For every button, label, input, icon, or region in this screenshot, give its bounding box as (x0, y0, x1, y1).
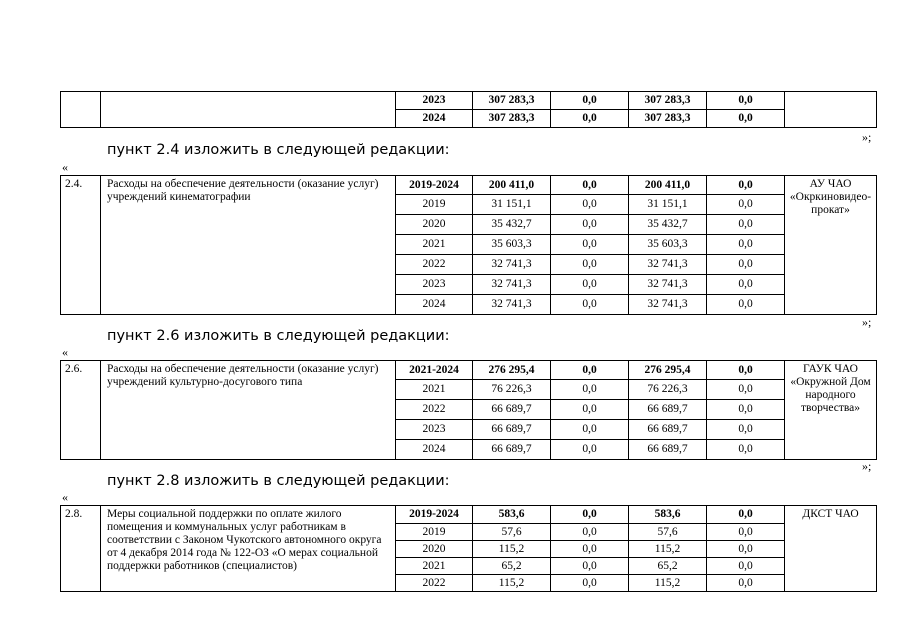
cell-total: 35 603,3 (473, 235, 551, 255)
table-row (61, 361, 877, 380)
cell-total: 66 689,7 (473, 400, 551, 420)
cell-c5: 0,0 (707, 440, 785, 460)
item-organization: ДКСТ ЧАО (785, 506, 877, 592)
cell-year: 2024 (396, 110, 473, 128)
cell-c4: 307 283,3 (629, 92, 707, 110)
item-description: Расходы на обеспечение деятельности (оказание услуг) учреждений культурно-досугового типа (101, 361, 396, 460)
paragraph-item-2-6: пункт 2.6 изложить в следующей редакции: (107, 328, 450, 344)
cell-c4: 66 689,7 (629, 420, 707, 440)
cell-c4: 276 295,4 (629, 361, 707, 380)
cell-c5: 0,0 (707, 235, 785, 255)
opening-quote: « (62, 160, 68, 174)
cell-c5: 0,0 (707, 215, 785, 235)
cell-c4: 115,2 (629, 575, 707, 592)
cell-c5: 0,0 (707, 275, 785, 295)
table-item-2-8 (60, 505, 877, 592)
item-number: 2.8. (61, 506, 101, 592)
table-item-2-6 (60, 360, 877, 460)
cell-c3: 0,0 (551, 275, 629, 295)
cell-c4: 57,6 (629, 524, 707, 541)
cell-c4: 307 283,3 (629, 110, 707, 128)
cell-c5: 0,0 (707, 255, 785, 275)
cell-c4: 32 741,3 (629, 255, 707, 275)
cell-c4: 35 432,7 (629, 215, 707, 235)
cell-total: 276 295,4 (473, 361, 551, 380)
cell-c5: 0,0 (707, 361, 785, 380)
cell-year: 2020 (396, 541, 473, 558)
cell-c3: 0,0 (551, 420, 629, 440)
cell-c3: 0,0 (551, 215, 629, 235)
closing-quote: »; (862, 315, 872, 329)
cell-c5: 0,0 (707, 575, 785, 592)
cell-c3: 0,0 (551, 506, 629, 524)
cell-num (61, 92, 101, 128)
cell-year: 2023 (396, 92, 473, 110)
cell-c5: 0,0 (707, 524, 785, 541)
cell-total: 32 741,3 (473, 295, 551, 315)
cell-c4: 583,6 (629, 506, 707, 524)
opening-quote: « (62, 345, 68, 359)
cell-total: 76 226,3 (473, 380, 551, 400)
cell-c3: 0,0 (551, 235, 629, 255)
cell-total: 66 689,7 (473, 420, 551, 440)
cell-c3: 0,0 (551, 255, 629, 275)
cell-c3: 0,0 (551, 195, 629, 215)
cell-total: 66 689,7 (473, 440, 551, 460)
cell-year: 2019 (396, 524, 473, 541)
cell-c5: 0,0 (707, 92, 785, 110)
cell-total: 200 411,0 (473, 176, 551, 195)
cell-year: 2019-2024 (396, 176, 473, 195)
cell-year: 2022 (396, 255, 473, 275)
table-item-2-4 (60, 175, 877, 315)
cell-year: 2024 (396, 440, 473, 460)
cell-year: 2021 (396, 558, 473, 575)
cell-c4: 31 151,1 (629, 195, 707, 215)
cell-c4: 66 689,7 (629, 400, 707, 420)
cell-c5: 0,0 (707, 420, 785, 440)
paragraph-item-2-8: пункт 2.8 изложить в следующей редакции: (107, 473, 450, 489)
cell-c3: 0,0 (551, 92, 629, 110)
cell-year: 2020 (396, 215, 473, 235)
cell-c4: 200 411,0 (629, 176, 707, 195)
cell-year: 2021 (396, 235, 473, 255)
cell-c4: 32 741,3 (629, 275, 707, 295)
closing-quote: »; (862, 459, 872, 473)
cell-c3: 0,0 (551, 575, 629, 592)
cell-c4: 32 741,3 (629, 295, 707, 315)
cell-c5: 0,0 (707, 506, 785, 524)
cell-c4: 76 226,3 (629, 380, 707, 400)
cell-total: 115,2 (473, 575, 551, 592)
cell-year: 2022 (396, 575, 473, 592)
cell-total: 31 151,1 (473, 195, 551, 215)
item-number: 2.4. (61, 176, 101, 315)
table-row (61, 92, 877, 110)
cell-total: 65,2 (473, 558, 551, 575)
cell-total: 583,6 (473, 506, 551, 524)
item-number: 2.6. (61, 361, 101, 460)
cell-c4: 65,2 (629, 558, 707, 575)
cell-desc (101, 92, 396, 128)
cell-c5: 0,0 (707, 380, 785, 400)
cell-year: 2021-2024 (396, 361, 473, 380)
table-continuation (60, 91, 877, 128)
cell-year: 2023 (396, 420, 473, 440)
cell-total: 307 283,3 (473, 110, 551, 128)
cell-c5: 0,0 (707, 400, 785, 420)
cell-total: 35 432,7 (473, 215, 551, 235)
cell-c5: 0,0 (707, 110, 785, 128)
cell-c3: 0,0 (551, 176, 629, 195)
cell-c4: 35 603,3 (629, 235, 707, 255)
cell-total: 32 741,3 (473, 255, 551, 275)
cell-c3: 0,0 (551, 440, 629, 460)
item-organization: АУ ЧАО «Окркиновидео-прокат» (785, 176, 877, 315)
item-organization: ГАУК ЧАО «Окружной Дом народного творчества» (785, 361, 877, 460)
cell-c3: 0,0 (551, 110, 629, 128)
cell-total: 32 741,3 (473, 275, 551, 295)
cell-year: 2024 (396, 295, 473, 315)
paragraph-item-2-4: пункт 2.4 изложить в следующей редакции: (107, 142, 450, 158)
cell-year: 2021 (396, 380, 473, 400)
cell-total: 57,6 (473, 524, 551, 541)
cell-c3: 0,0 (551, 400, 629, 420)
cell-c3: 0,0 (551, 558, 629, 575)
cell-year: 2019 (396, 195, 473, 215)
cell-c3: 0,0 (551, 524, 629, 541)
cell-c3: 0,0 (551, 295, 629, 315)
cell-c3: 0,0 (551, 380, 629, 400)
cell-c5: 0,0 (707, 195, 785, 215)
cell-c3: 0,0 (551, 541, 629, 558)
item-description: Меры социальной поддержки по оплате жилого помещения и коммунальных услуг работникам в соответствии с Законом Чукотского автономного округа от 4 декабря 2014 года № 122-ОЗ «О мерах социальной поддержки работников (специалистов) (101, 506, 396, 592)
cell-year: 2019-2024 (396, 506, 473, 524)
cell-total: 307 283,3 (473, 92, 551, 110)
item-description: Расходы на обеспечение деятельности (оказание услуг) учреждений кинематографии (101, 176, 396, 315)
closing-quote: »; (862, 130, 872, 144)
cell-c4: 115,2 (629, 541, 707, 558)
cell-c5: 0,0 (707, 176, 785, 195)
cell-c5: 0,0 (707, 558, 785, 575)
table-row (61, 506, 877, 524)
cell-org (785, 92, 877, 128)
cell-year: 2022 (396, 400, 473, 420)
opening-quote: « (62, 490, 68, 504)
cell-c4: 66 689,7 (629, 440, 707, 460)
cell-year: 2023 (396, 275, 473, 295)
cell-c5: 0,0 (707, 541, 785, 558)
cell-total: 115,2 (473, 541, 551, 558)
table-row (61, 176, 877, 195)
cell-c3: 0,0 (551, 361, 629, 380)
cell-c5: 0,0 (707, 295, 785, 315)
